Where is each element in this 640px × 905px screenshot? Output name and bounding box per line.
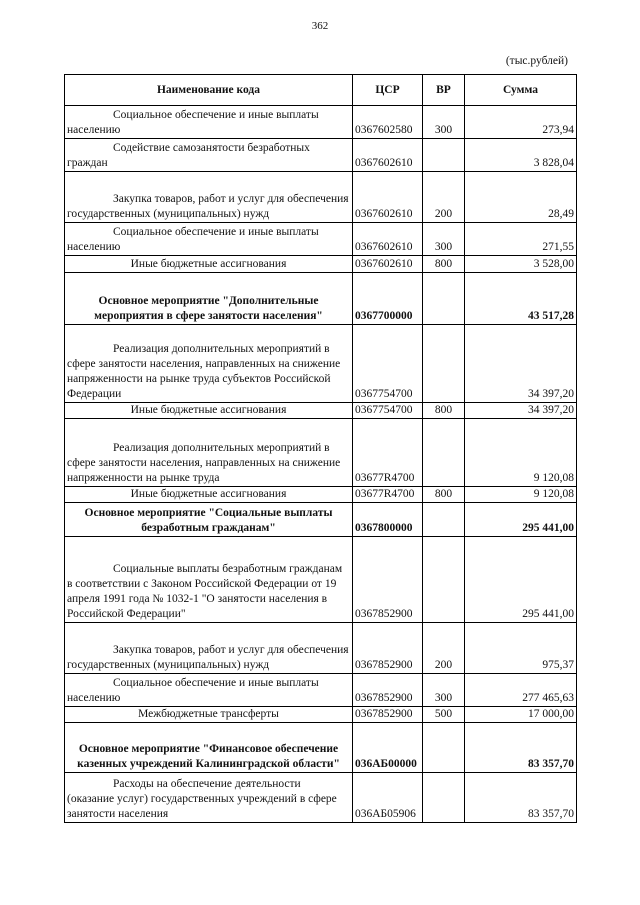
row-vr	[423, 723, 465, 773]
row-vr: 200	[423, 623, 465, 674]
row-name: Социальное обеспечение и иные выплаты населению	[65, 223, 353, 256]
row-name: Основное мероприятие "Дополнительные мероприятия в сфере занятости населения"	[65, 273, 353, 325]
row-name: Закупка товаров, работ и услуг для обеспечения государственных (муниципальных) нужд	[65, 172, 353, 223]
row-name: Межбюджетные трансферты	[65, 707, 353, 723]
table-row	[65, 674, 577, 707]
row-name: Основное мероприятие "Социальные выплаты безработным гражданам"	[65, 503, 353, 537]
table-row	[65, 403, 577, 419]
header-row	[65, 75, 577, 106]
row-vr: 300	[423, 223, 465, 256]
row-vr: 300	[423, 106, 465, 139]
row-name: Социальные выплаты безработным гражданам в соответствии с Законом Российской Федерации от 19 апреля 1991 года № 1032-1 "О занятости населения в Российской Федерации"	[65, 537, 353, 623]
row-sum: 43 517,28	[465, 273, 577, 325]
row-csr: 0367852900	[353, 623, 423, 674]
row-sum: 3 528,00	[465, 256, 577, 273]
row-name: Социальное обеспечение и иные выплаты населению	[65, 674, 353, 707]
row-vr	[423, 503, 465, 537]
row-csr: 0367602610	[353, 139, 423, 172]
row-csr: 0367800000	[353, 503, 423, 537]
header-sum: Сумма	[465, 75, 577, 106]
row-vr	[423, 419, 465, 487]
row-csr: 0367602610	[353, 172, 423, 223]
row-vr: 200	[423, 172, 465, 223]
row-sum: 83 357,70	[465, 773, 577, 823]
row-sum: 295 441,00	[465, 503, 577, 537]
row-sum: 9 120,08	[465, 419, 577, 487]
row-vr: 800	[423, 256, 465, 273]
row-name: Реализация дополнительных мероприятий в сфере занятости населения, направленных на снижение напряженности на рынке труда субъектов Российской Федерации	[65, 325, 353, 403]
table-row	[65, 707, 577, 723]
header-csr: ЦСР	[353, 75, 423, 106]
table-row	[65, 419, 577, 487]
table-row	[65, 223, 577, 256]
table-row	[65, 106, 577, 139]
row-sum: 271,55	[465, 223, 577, 256]
row-name: Иные бюджетные ассигнования	[65, 403, 353, 419]
row-name: Закупка товаров, работ и услуг для обеспечения государственных (муниципальных) нужд	[65, 623, 353, 674]
table-row	[65, 256, 577, 273]
table-row	[65, 172, 577, 223]
row-sum: 34 397,20	[465, 403, 577, 419]
row-name: Содействие самозанятости безработных граждан	[65, 139, 353, 172]
row-name: Реализация дополнительных мероприятий в сфере занятости населения, направленных на снижение напряженности на рынке труда	[65, 419, 353, 487]
row-sum: 975,37	[465, 623, 577, 674]
row-csr: 03677R4700	[353, 487, 423, 503]
row-csr: 0367852900	[353, 707, 423, 723]
row-name: Социальное обеспечение и иные выплаты населению	[65, 106, 353, 139]
row-sum: 9 120,08	[465, 487, 577, 503]
row-vr	[423, 773, 465, 823]
page-number: 362	[311, 20, 329, 32]
table-row	[65, 623, 577, 674]
table-row	[65, 487, 577, 503]
row-name: Иные бюджетные ассигнования	[65, 487, 353, 503]
row-csr: 0367754700	[353, 325, 423, 403]
row-vr: 800	[423, 487, 465, 503]
row-sum: 17 000,00	[465, 707, 577, 723]
row-vr	[423, 273, 465, 325]
row-sum: 295 441,00	[465, 537, 577, 623]
row-csr: 0367602610	[353, 223, 423, 256]
row-sum: 277 465,63	[465, 674, 577, 707]
row-name: Расходы на обеспечение деятельности (оказание услуг) государственных учреждений в сфере занятости населения	[65, 773, 353, 823]
table-row	[65, 723, 577, 773]
row-name: Иные бюджетные ассигнования	[65, 256, 353, 273]
units-label: (тыс.рублей)	[505, 55, 568, 67]
row-vr: 300	[423, 674, 465, 707]
table-row	[65, 503, 577, 537]
row-csr: 0367852900	[353, 537, 423, 623]
budget-table	[64, 74, 577, 823]
row-csr: 036АБ05906	[353, 773, 423, 823]
row-sum: 83 357,70	[465, 723, 577, 773]
header-vr: ВР	[423, 75, 465, 106]
row-sum: 34 397,20	[465, 325, 577, 403]
table-row	[65, 773, 577, 823]
row-vr	[423, 537, 465, 623]
row-vr	[423, 325, 465, 403]
row-csr: 0367602610	[353, 256, 423, 273]
row-csr: 0367602580	[353, 106, 423, 139]
row-csr: 0367754700	[353, 403, 423, 419]
table-row	[65, 325, 577, 403]
row-vr	[423, 139, 465, 172]
row-name: Основное мероприятие "Финансовое обеспечение казенных учреждений Калининградской области"	[65, 723, 353, 773]
row-vr: 800	[423, 403, 465, 419]
row-sum: 28,49	[465, 172, 577, 223]
row-sum: 3 828,04	[465, 139, 577, 172]
table-row	[65, 139, 577, 172]
row-csr: 0367852900	[353, 674, 423, 707]
row-csr: 036АБ00000	[353, 723, 423, 773]
table-row	[65, 537, 577, 623]
row-vr: 500	[423, 707, 465, 723]
row-sum: 273,94	[465, 106, 577, 139]
row-csr: 03677R4700	[353, 419, 423, 487]
table-row	[65, 273, 577, 325]
row-csr: 0367700000	[353, 273, 423, 325]
header-name: Наименование кода	[65, 75, 353, 106]
